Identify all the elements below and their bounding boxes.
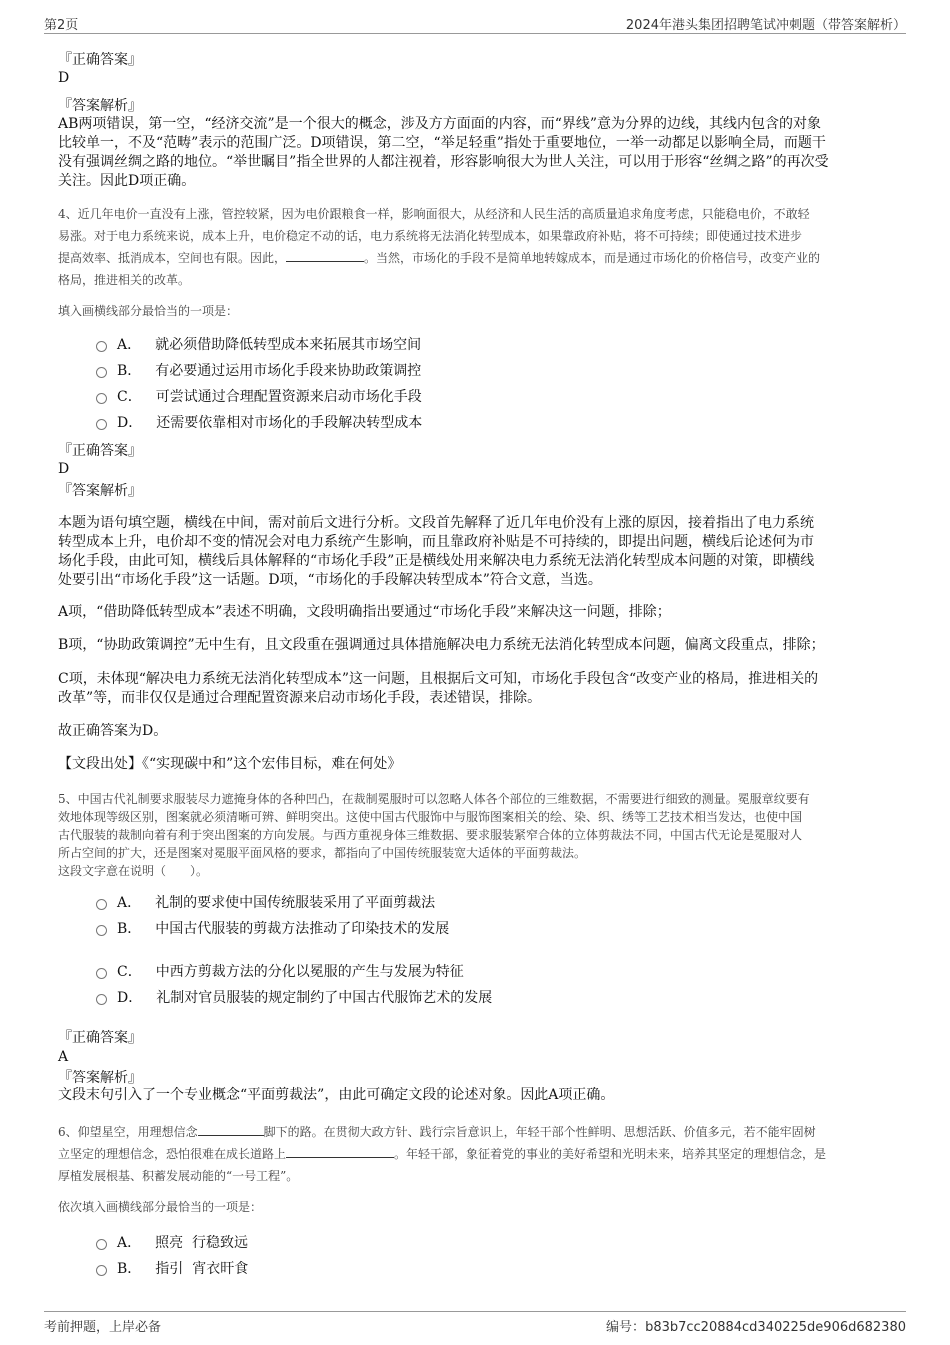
answer-value: A [58,1049,69,1065]
analysis-text: AB两项错误，第一空，“经济交流”是一个很大的概念，涉及方方面面的内容，而“界线”意为分界的边线，其线内包含的对象 比较单一，不及“范畴”表示的范围广泛。D项错误，第二空，“举足轻重”指处于重要地位，一举一动都足以影响全局，而题干 没有强调丝绸之路的地位。“举世瞩目”指全世界的人都注视着，形容影响很大为世人关注，可以用于形容“丝绸之路”的再次受 关注。因此D项正确。 [58,116,829,189]
radio-button[interactable] [96,419,107,430]
option-a[interactable]: A． 照亮 行稳致远 [96,1232,248,1252]
analysis-conclusion: 故正确答案为D。 [58,723,168,739]
fill-blank [286,1145,394,1158]
footer-slogan: 考前押题，上岸必备 [44,1320,162,1335]
document-title: 2024年港头集团招聘笔试冲刺题（带答案解析） [625,18,906,33]
analysis-label: 『答案解析』 [58,483,142,499]
option-b[interactable]: B． 中国古代服装的剪裁方法推动了印染技术的发展 [96,918,449,938]
passage-source: 【文段出处】《“实现碳中和”这个宏伟目标，难在何处》 [58,756,402,772]
document-code: 编号：b83b7cc20884cd340225de906d682380 [606,1320,906,1335]
fill-blank [198,1123,264,1136]
answer-label: 『正确答案』 [58,52,142,68]
analysis-option-c: C项，未体现“解决电力系统无法消化转型成本”这一问题，且根据后文可知，市场化手段包含“改变产业的格局，推进相关的 改革”等，而非仅仅是通过合理配置资源来启动市场化手段，表述错误，排除。 [58,671,819,706]
footer-divider [44,1311,906,1312]
option-a[interactable]: A． 就必须借助降低转型成本来拓展其市场空间 [96,334,421,354]
answer-value: D [58,70,70,86]
answer-label: 『正确答案』 [58,1030,142,1046]
analysis-text: 文段末句引入了一个专业概念“平面剪裁法”，由此可确定文段的论述对象。因此A项正确。 [58,1087,615,1103]
option-b[interactable]: B． 指引 宵衣旰食 [96,1258,248,1278]
analysis-option-a: A项，“借助降低转型成本”表述不明确，文段明确指出要通过“市场化手段”来解决这一问题，排除； [58,604,671,620]
radio-button[interactable] [96,994,107,1005]
option-c[interactable]: C． 中西方剪裁方法的分化以冕服的产生与发展为特征 [96,961,464,981]
analysis-text: 本题为语句填空题，横线在中间，需对前后文进行分析。文段首先解释了近几年电价没有上涨的原因，接着指出了电力系统 转型成本上升，电价却不变的情况会对电力系统产生影响，而且靠政府补贴是不可持续的，即提出问题，横线后论述何为市 场化手段，由此可知，横线后具体解释的“市场化手段”正是横线处用来解决电力系统无法消化转型成本问题的对策，即横线 处要引出“市场化手段”这一话题。D项，“市场化的手段解决转型成本”符合文意，当选。 [58,515,815,588]
question-4-stem: 4、近几年电价一直没有上涨，管控较紧，因为电价跟粮食一样，影响面很大，从经济和人民生活的高质量追求角度考虑，只能稳电价，不敢轻 易涨。对于电力系统来说，成本上升，电价稳定不动的话，电力系统将无法消化转型成本，如果靠政府补贴，将不可持续；即使通过技术进步 提高效率、抵消成本，空间也有限。因此， 。当然，市场化的手段不是简单地转嫁成本，而是通过市场化的价格信号，改变产业的 格局，推进相关的改革。 [58,207,821,287]
option-d[interactable]: D． 礼制对官员服装的规定制约了中国古代服饰艺术的发展 [96,987,492,1007]
answer-value: D [58,461,70,477]
analysis-label: 『答案解析』 [58,1070,142,1086]
analysis-label: 『答案解析』 [58,98,142,114]
page-number: 第2页 [44,18,79,33]
question-4-prompt: 填入画横线部分最恰当的一项是： [58,304,239,318]
radio-button[interactable] [96,393,107,404]
header-divider [44,33,906,34]
analysis-option-b: B项，“协助政策调控”无中生有，且文段重在强调通过具体措施解决电力系统无法消化转型成本问题，偏离文段重点，排除； [58,637,825,653]
radio-button[interactable] [96,899,107,910]
question-6-stem: 6、仰望星空，用理想信念 脚下的路。在贯彻大政方针、践行宗旨意识上，年轻干部个性鲜明、思想活跃、价值多元，若不能牢固树 立坚定的理想信念，恐怕很难在成长道路上 。年轻干部，象征着党的事业的美好希望和光明未来，培养其坚定的理想信念，是 厚植发展根基、积蓄发展动能的“一号工程”。 [58,1125,827,1183]
option-c[interactable]: C． 可尝试通过合理配置资源来启动市场化手段 [96,386,422,406]
option-b[interactable]: B． 有必要通过运用市场化手段来协助政策调控 [96,360,421,380]
option-d[interactable]: D． 还需要依靠相对市场化的手段解决转型成本 [96,412,422,432]
option-a[interactable]: A． 礼制的要求使中国传统服装采用了平面剪裁法 [96,892,435,912]
radio-button[interactable] [96,968,107,979]
question-6-prompt: 依次填入画横线部分最恰当的一项是： [58,1200,263,1214]
radio-button[interactable] [96,925,107,936]
fill-blank [286,249,364,262]
radio-button[interactable] [96,367,107,378]
radio-button[interactable] [96,341,107,352]
radio-button[interactable] [96,1265,107,1276]
answer-label: 『正确答案』 [58,443,142,459]
radio-button[interactable] [96,1239,107,1250]
question-5-stem: 5、中国古代礼制要求服装尽力遮掩身体的各种凹凸，在裁制冕服时可以忽略人体各个部位的三维数据，不需要进行细致的测量。冕服章纹要有 效地体现等级区别，图案就必须清晰可辨、鲜明突出。这使中国古代服饰中与服饰图案相关的绘、染、织、绣等工艺技术相当发达，也使中国 古代服装的裁制向着有利于突出图案的方向发展。与西方重视身体三维数据、要求服装紧窄合体的立体剪裁法不同，中国古代无论是冕服对人 所占空间的扩大，还是图案对冕服平面风格的要求，都指向了中国传统服装宽大适体的平面剪裁法。 这段文字意在说明（ ）。 [58,792,810,878]
